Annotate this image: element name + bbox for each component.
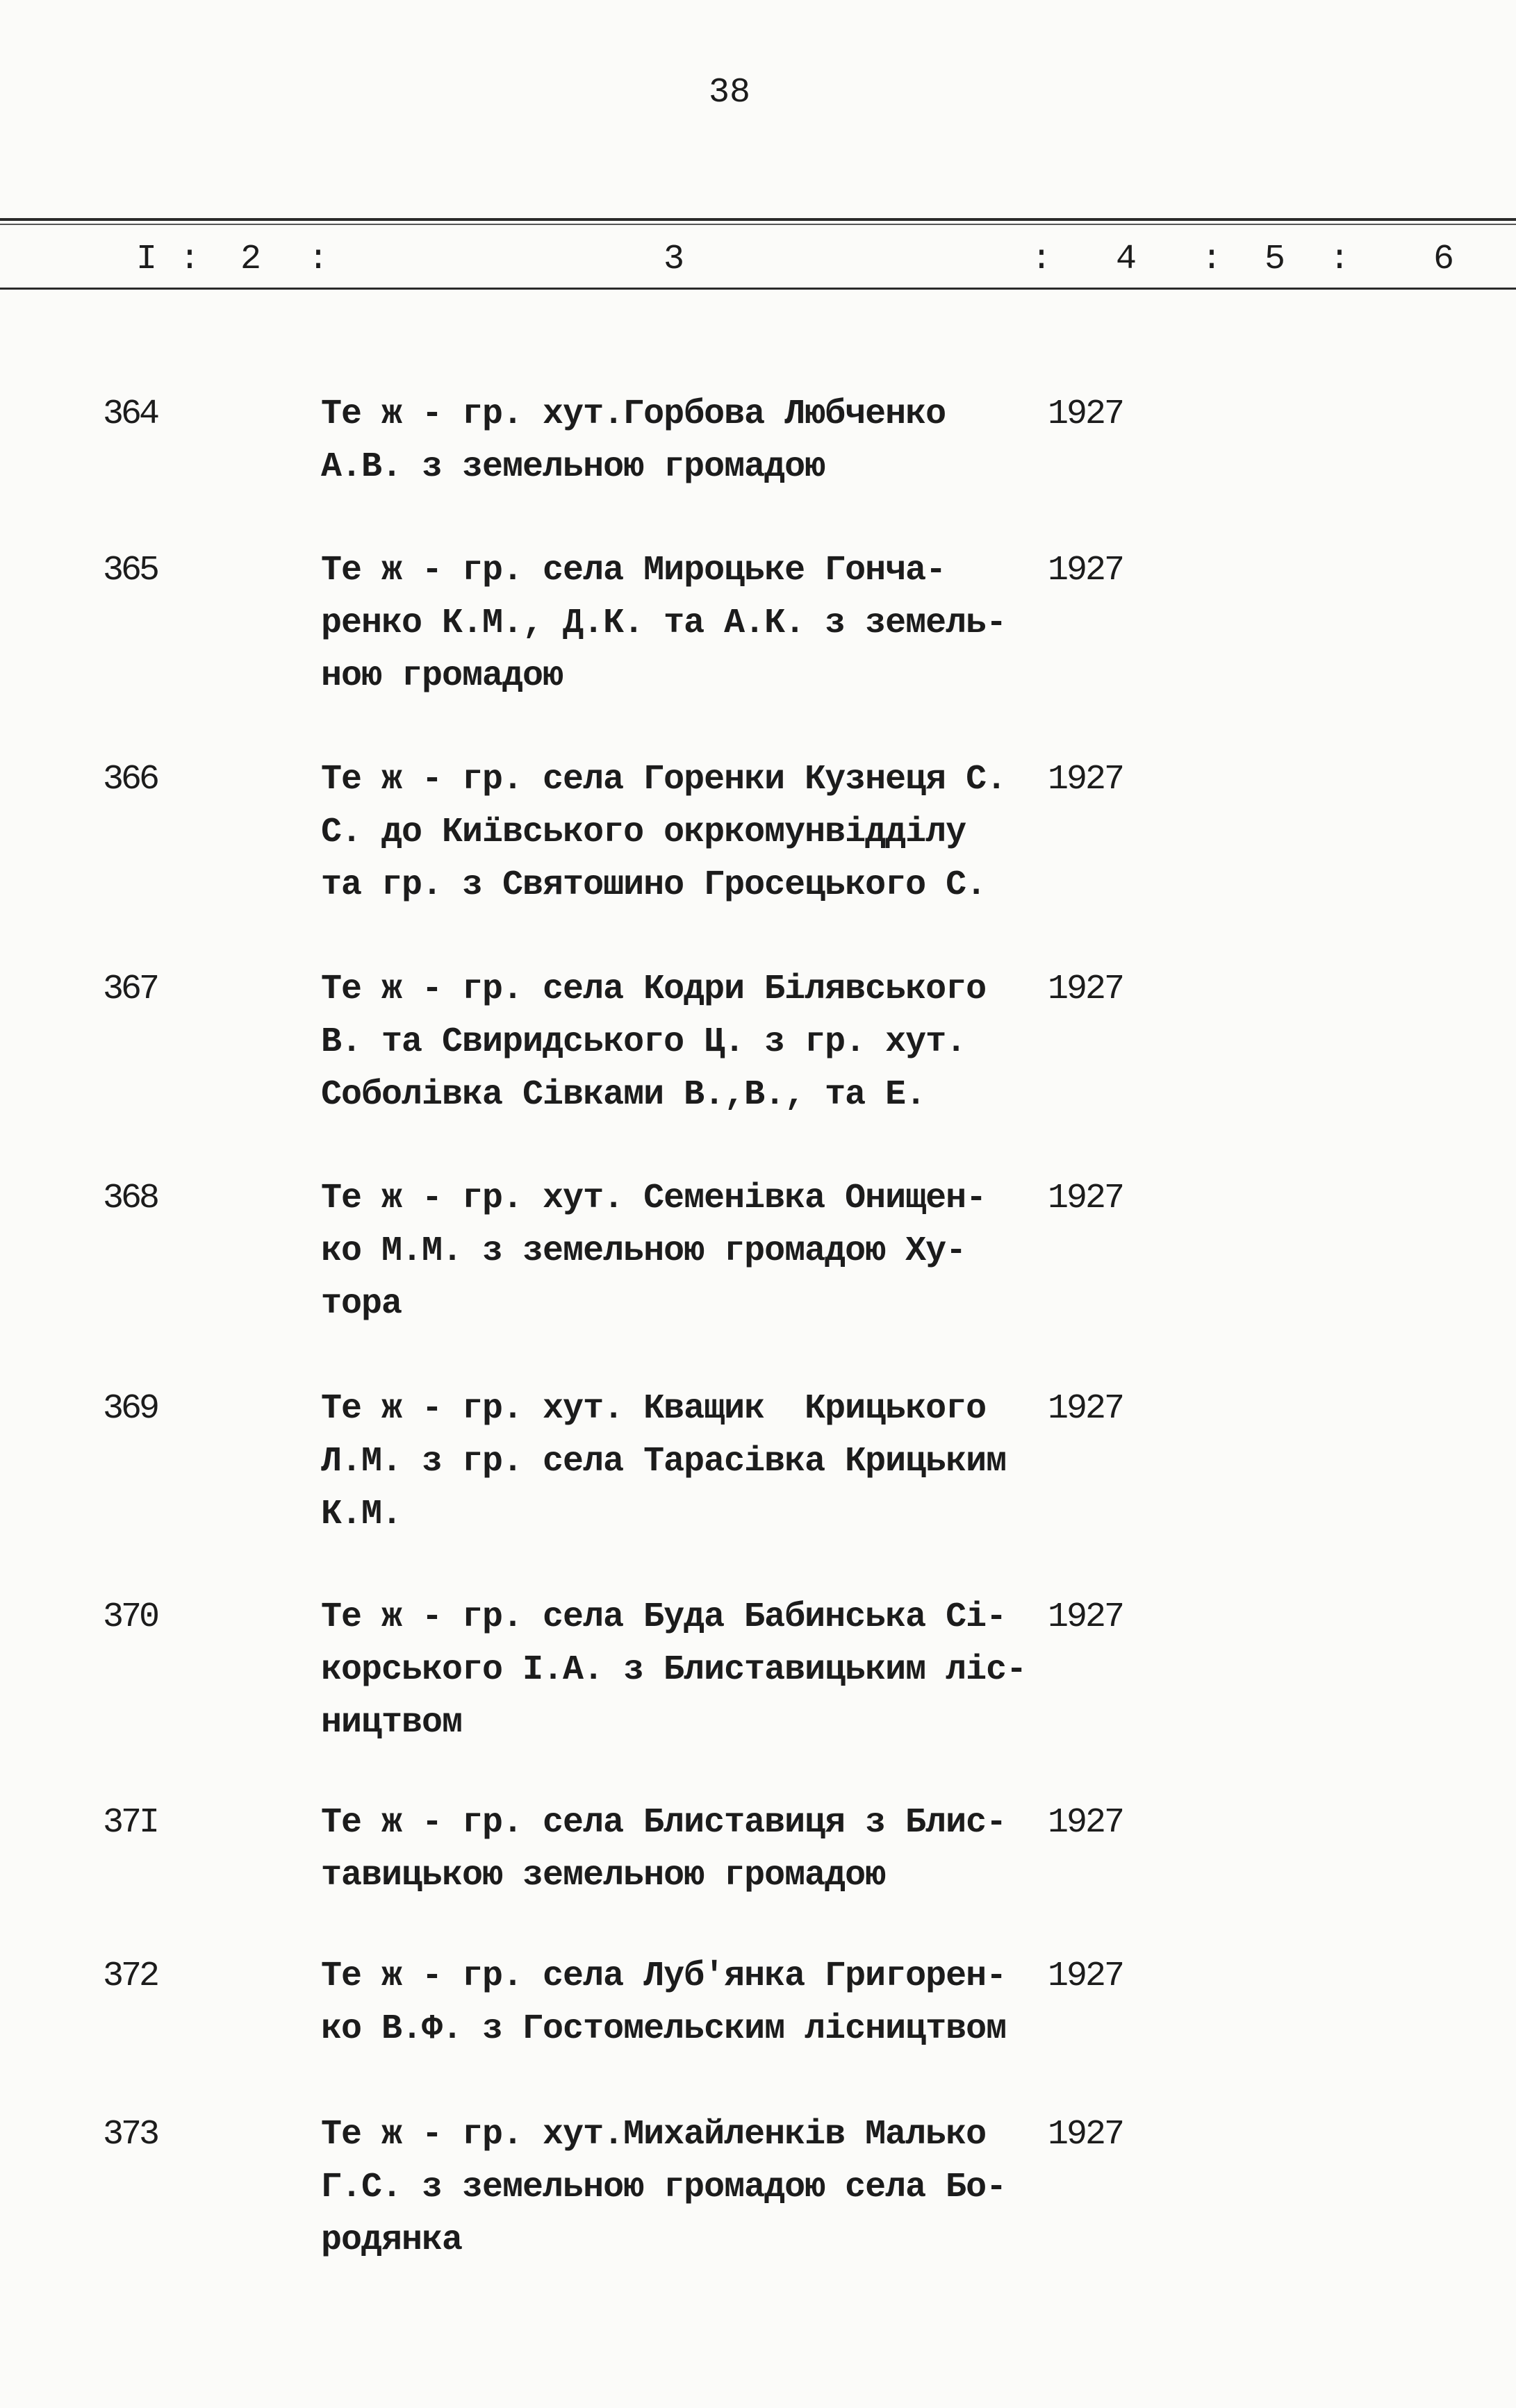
column-separator: : bbox=[1201, 240, 1223, 279]
entry-number: 372 bbox=[103, 1957, 158, 1996]
description-line: корського І.А. з Блиставицьким лic- bbox=[321, 1650, 1027, 1690]
description-line: ною громадою bbox=[321, 656, 563, 696]
entry-number: 369 bbox=[103, 1389, 158, 1429]
entry-number: 364 bbox=[103, 395, 158, 434]
entry-number: 37I bbox=[103, 1803, 158, 1843]
description-line: та гр. з Святошино Гросецького С. bbox=[321, 865, 987, 905]
column-header: 6 bbox=[1433, 240, 1455, 279]
description-line: Те ж - гр. села Мироцьке Гонча- bbox=[321, 551, 946, 590]
entry-description bbox=[321, 2109, 1006, 2267]
entry-year: 1927 bbox=[1048, 970, 1123, 1009]
description-line: тавицькою земельною громадою bbox=[321, 1856, 886, 1895]
description-line: Те ж - гр. хут. Кващик Крицького bbox=[321, 1389, 987, 1429]
entry-number: 373 bbox=[103, 2115, 158, 2154]
entry-year: 1927 bbox=[1048, 395, 1123, 434]
entry-number: 365 bbox=[103, 551, 158, 590]
column-header: 4 bbox=[1116, 240, 1137, 279]
header-bottom-rule bbox=[0, 288, 1516, 290]
entry-description bbox=[321, 1172, 986, 1331]
entry-year: 1927 bbox=[1048, 1597, 1123, 1637]
column-header: 5 bbox=[1264, 240, 1286, 279]
description-line: тора bbox=[321, 1284, 402, 1324]
entry-year: 1927 bbox=[1048, 1803, 1123, 1843]
entry-number: 370 bbox=[103, 1597, 158, 1637]
entry-description bbox=[321, 754, 1006, 912]
description-line: родянка bbox=[321, 2220, 463, 2260]
header-top-rule-secondary bbox=[0, 224, 1516, 225]
description-line: Те ж - гр. села Горенки Кузнеця С. bbox=[321, 760, 1007, 799]
entry-description bbox=[321, 1797, 1006, 1902]
entry-number: 368 bbox=[103, 1179, 158, 1218]
column-header: 2 bbox=[240, 240, 262, 279]
description-line: Те ж - гр. села Луб'янка Григорен- bbox=[321, 1957, 1007, 1996]
entry-description bbox=[321, 1950, 1006, 2056]
description-line: ництвом bbox=[321, 1703, 463, 1743]
description-line: ренко К.М., Д.К. та А.К. з земель- bbox=[321, 604, 1007, 643]
description-line: Г.С. з земельною громадою села Бо- bbox=[321, 2168, 1007, 2207]
page-number: 38 bbox=[709, 73, 751, 113]
column-separator: : bbox=[1031, 240, 1053, 279]
entry-year: 1927 bbox=[1048, 760, 1123, 799]
column-header: I bbox=[136, 240, 158, 279]
description-line: Л.М. з гр. села Тарасівка Крицьким bbox=[321, 1442, 1007, 1481]
description-line: ко В.Ф. з Гостомельским лісництвом bbox=[321, 2009, 1007, 2049]
description-line: С. до Київського окркомунвідділу bbox=[321, 813, 966, 852]
entry-year: 1927 bbox=[1048, 1179, 1123, 1218]
entry-year: 1927 bbox=[1048, 551, 1123, 590]
column-header: 3 bbox=[664, 240, 685, 279]
description-line: Те ж - гр. села Блиставиця з Блис- bbox=[321, 1803, 1007, 1843]
column-separator: : bbox=[308, 240, 329, 279]
entry-year: 1927 bbox=[1048, 2115, 1123, 2154]
entry-number: 367 bbox=[103, 970, 158, 1009]
entry-description bbox=[321, 963, 986, 1122]
description-line: Соболівка Сівками В.,В., та Е. bbox=[321, 1075, 926, 1115]
header-top-rule bbox=[0, 218, 1516, 221]
description-line: Те ж - гр. хут.Горбова Любченко bbox=[321, 395, 946, 434]
entry-year: 1927 bbox=[1048, 1957, 1123, 1996]
description-line: ко М.М. з земельною громадою Ху- bbox=[321, 1231, 966, 1271]
description-line: В. та Свиридського Ц. з гр. хут. bbox=[321, 1022, 966, 1062]
entry-description bbox=[321, 1591, 1026, 1750]
entry-description bbox=[321, 388, 946, 494]
column-separator: : bbox=[179, 240, 201, 279]
entry-description bbox=[321, 1383, 1006, 1541]
description-line: А.В. з земельною громадою bbox=[321, 447, 825, 487]
description-line: Те ж - гр. хут.Михайленків Малько bbox=[321, 2115, 987, 2154]
entry-number: 366 bbox=[103, 760, 158, 799]
description-line: Те ж - гр. села Кодри Білявського bbox=[321, 970, 987, 1009]
column-separator: : bbox=[1329, 240, 1351, 279]
description-line: К.М. bbox=[321, 1495, 402, 1534]
entry-description bbox=[321, 545, 1006, 703]
description-line: Те ж - гр. хут. Семенівка Онищен- bbox=[321, 1179, 987, 1218]
description-line: Те ж - гр. села Буда Бабинська Сі- bbox=[321, 1597, 1007, 1637]
entry-year: 1927 bbox=[1048, 1389, 1123, 1429]
